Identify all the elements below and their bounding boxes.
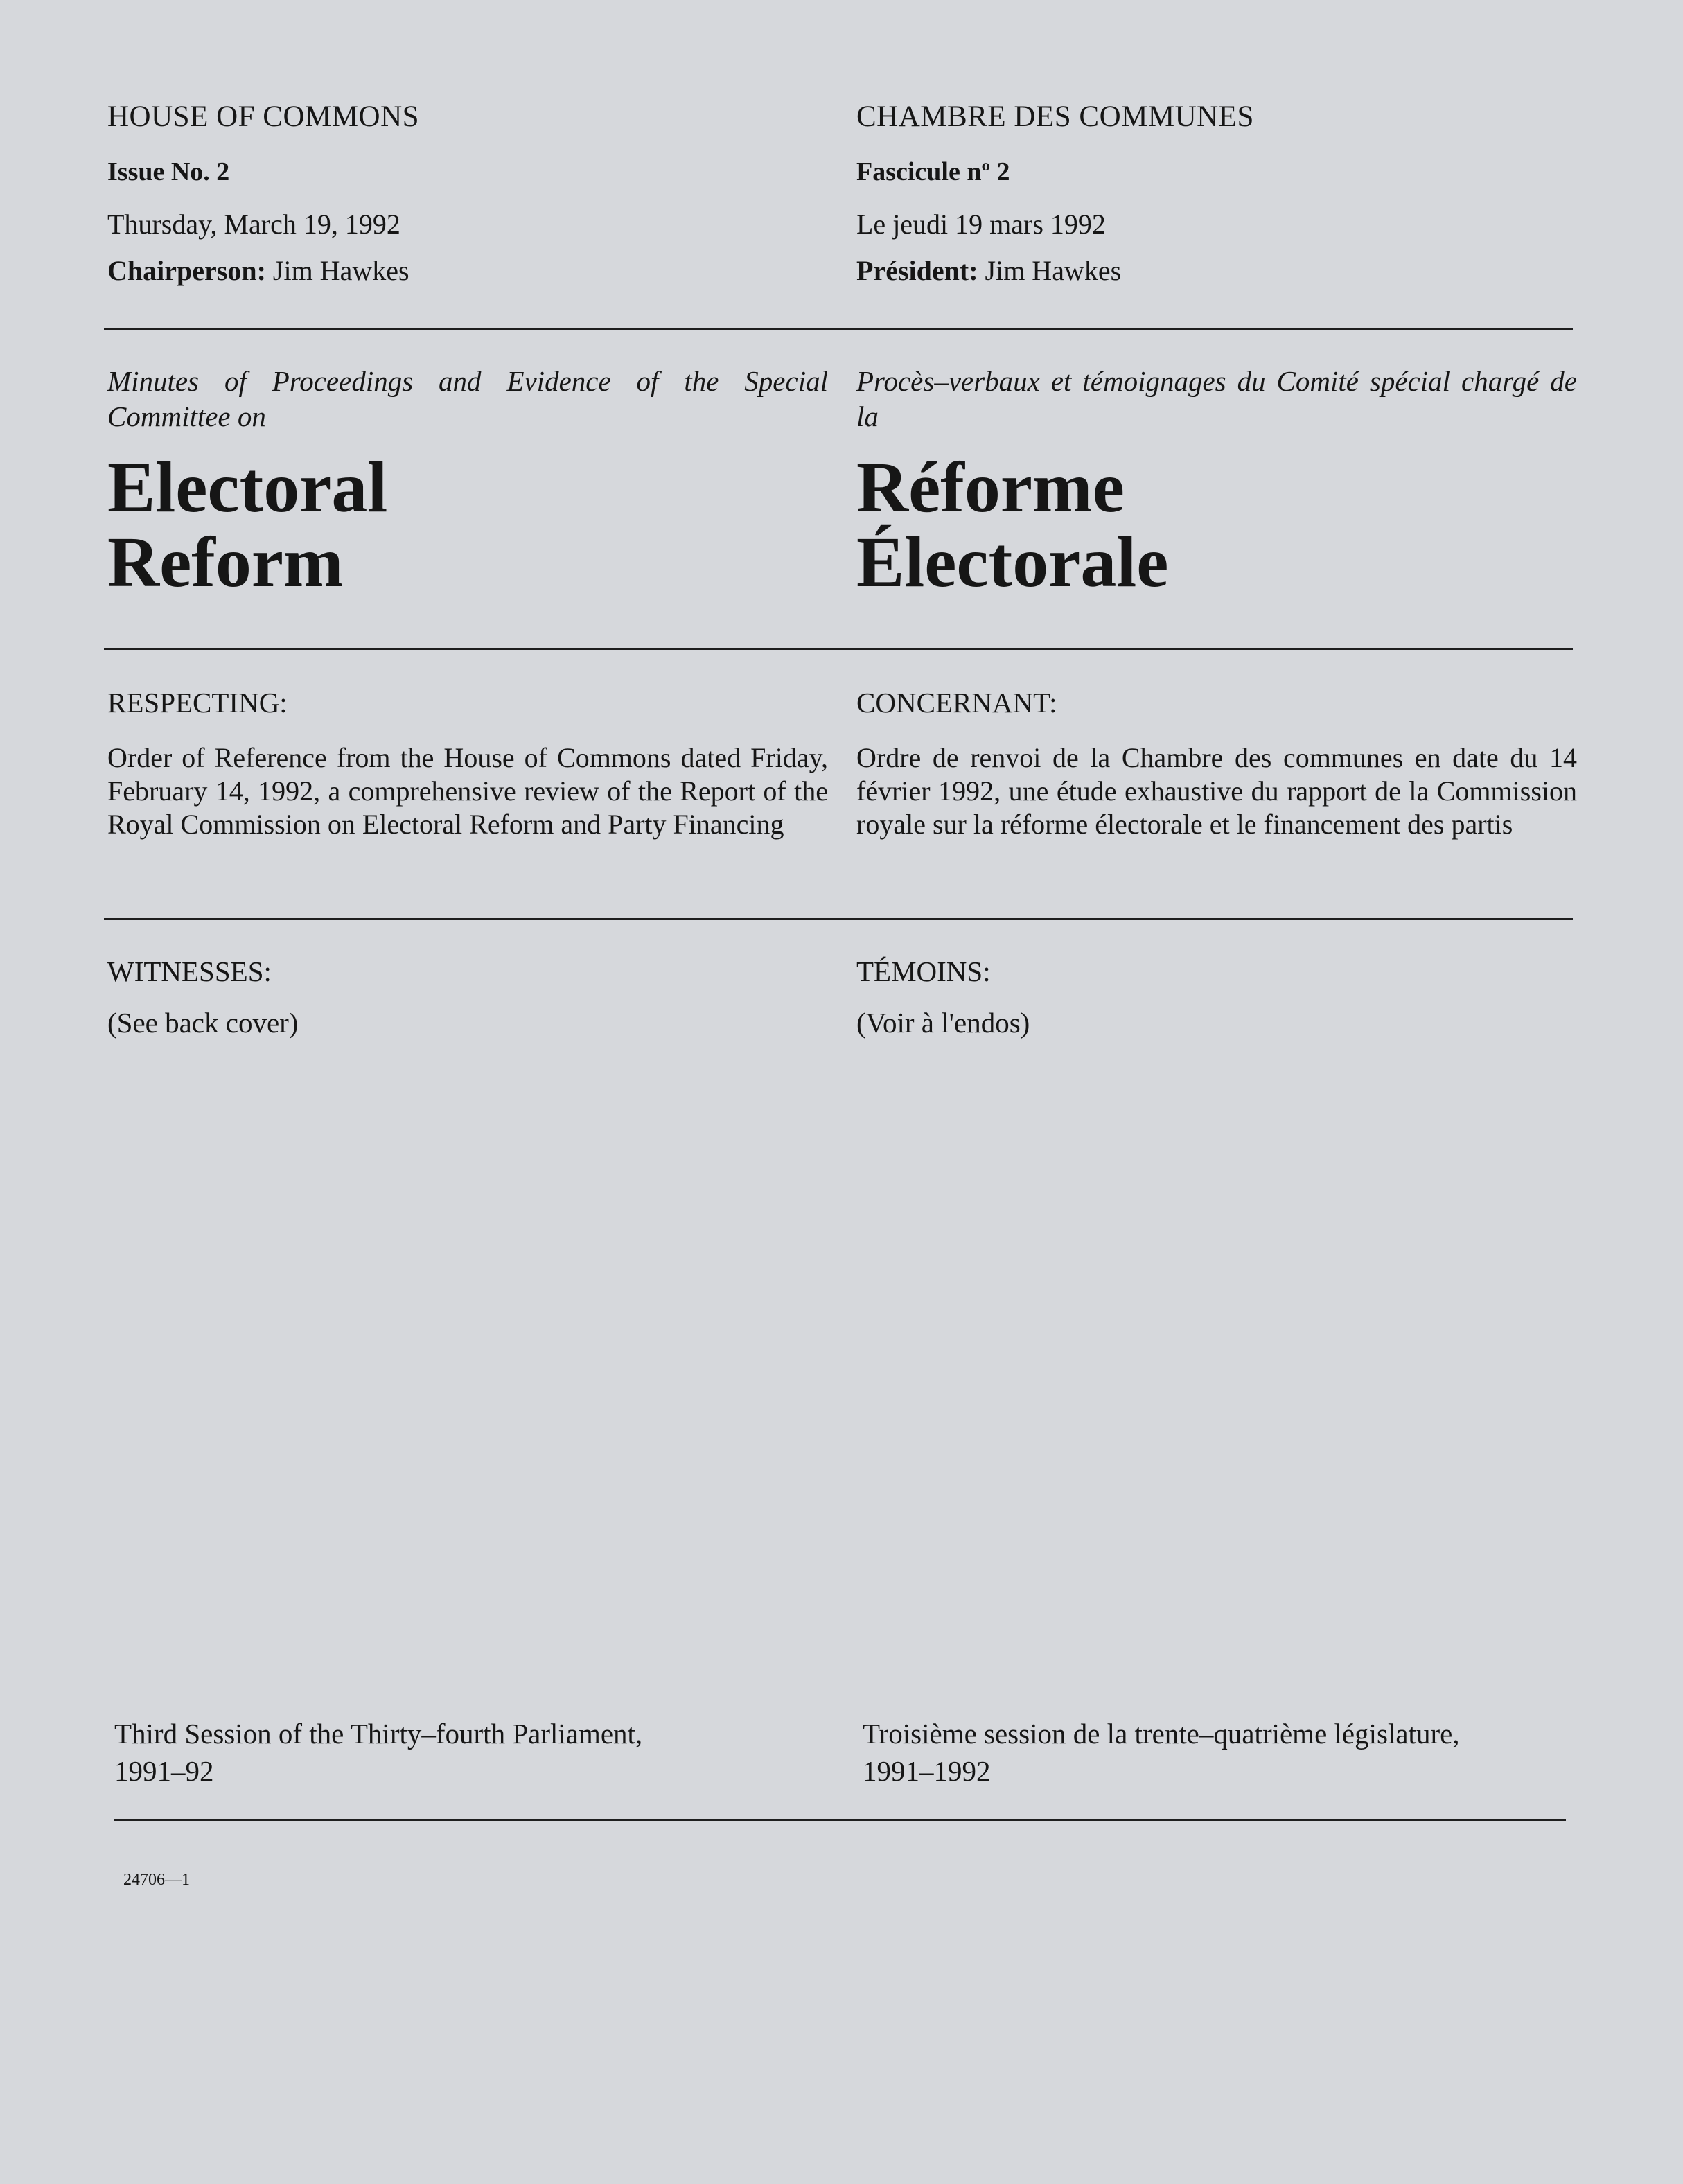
- minutes-heading-fr: Procès–verbaux et témoignages du Comité spécial chargé de la: [856, 365, 1577, 432]
- respecting-label-fr: CONCERNANT:: [856, 687, 1057, 719]
- committee-title-en: [107, 450, 828, 600]
- session-line-2-fr: 1991–1992: [863, 1755, 991, 1787]
- session-line-2-en: 1991–92: [114, 1755, 214, 1787]
- witnesses-label-fr: TÉMOINS:: [856, 956, 991, 987]
- divider-2: [104, 648, 1573, 650]
- session-line-1-en: Third Session of the Thirty–fourth Parliament,: [114, 1718, 643, 1750]
- session-fr: [863, 1715, 1583, 1790]
- witnesses-note-en: (See back cover): [107, 1007, 299, 1039]
- committee-title-fr: [856, 450, 1577, 600]
- session-en: [114, 1715, 835, 1790]
- issue-number-fr: Fascicule nº 2: [856, 157, 1010, 186]
- date-fr: Le jeudi 19 mars 1992: [856, 209, 1106, 240]
- title-line-2-fr: Électorale: [856, 522, 1169, 602]
- chair-name-en: Jim Hawkes: [265, 255, 409, 286]
- divider-4: [114, 1819, 1566, 1821]
- divider-1: [104, 328, 1573, 330]
- order-of-reference-fr: Ordre de renvoi de la Chambre des communes en date du 14 février 1992, une étude exhaustive du rapport de la Commission royale sur la réforme électorale et le financement des partis: [856, 742, 1577, 840]
- date-en: Thursday, March 19, 1992: [107, 209, 400, 240]
- issue-number-en: Issue No. 2: [107, 157, 230, 186]
- print-code: 24706—1: [123, 1871, 190, 1889]
- chairperson-en: [107, 254, 828, 287]
- title-line-1-fr: Réforme: [856, 448, 1125, 527]
- chair-label-en: Chairperson:: [107, 255, 266, 286]
- minutes-heading-en: Minutes of Proceedings and Evidence of the Special Committee on: [107, 365, 828, 432]
- witnesses-label-en: WITNESSES:: [107, 956, 272, 987]
- session-line-1-fr: Troisième session de la trente–quatrième législature,: [863, 1718, 1460, 1750]
- divider-3: [104, 918, 1573, 920]
- witnesses-note-fr: (Voir à l'endos): [856, 1007, 1030, 1039]
- chairperson-fr: [856, 254, 1577, 287]
- chair-label-fr: Président:: [856, 255, 978, 286]
- house-heading-en: HOUSE OF COMMONS: [107, 100, 420, 133]
- chair-name-fr: Jim Hawkes: [978, 255, 1122, 286]
- respecting-label-en: RESPECTING:: [107, 687, 288, 719]
- title-line-1-en: Electoral: [107, 448, 388, 527]
- title-line-2-en: Reform: [107, 522, 344, 602]
- order-of-reference-en: Order of Reference from the House of Commons dated Friday, February 14, 1992, a comprehensive review of the Report of the Royal Commission on Electoral Reform and Party Financing: [107, 742, 828, 840]
- house-heading-fr: CHAMBRE DES COMMUNES: [856, 100, 1254, 133]
